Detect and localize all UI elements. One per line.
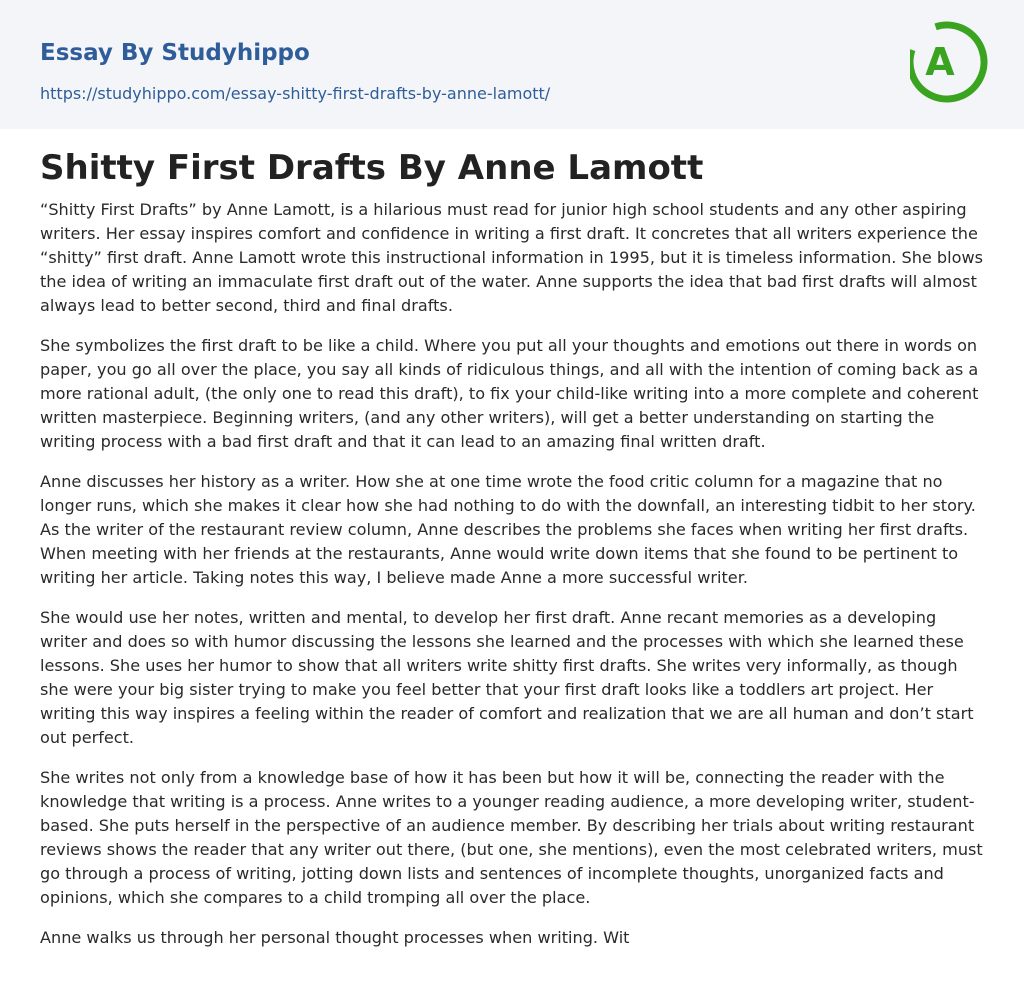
article-content — [40, 144, 986, 966]
article-paragraph-2: She symbolizes the first draft to be like a child. Where you put all your thoughts and emotions out there in words on paper, you go all over the place, you say all kinds of ridiculous things, and all with the intention of coming back as a more rational adult, (the only one to read this draft), to fix your child-like writing into a more complete and coherent written masterpiece. Beginning writers, (and any other writers), will get a better understanding on starting the writing process with a bad first draft and that it can lead to an amazing final written draft. — [40, 336, 979, 451]
site-header — [0, 0, 1024, 129]
article-paragraph-3: Anne discusses her history as a writer. How she at one time wrote the food critic column for a magazine that no longer runs, which she makes it clear how she had nothing to do with the downfall, an interesting tidbit to her story. As the writer of the restaurant review column, Anne describes the problems she faces when writing her first drafts. When meeting with her friends at the restaurants, Anne would write down items that she found to be pertinent to writing her article. Taking notes this way, I believe made Anne a more successful writer. — [40, 472, 976, 587]
article-paragraph-4: She would use her notes, written and mental, to develop her first draft. Anne recant memories as a developing writer and does so with humor discussing the lessons she learned and the processes with which she learned these lessons. She uses her humor to show that all writers write shitty first drafts. She writes very informally, as though she were your big sister trying to make you feel better that your first draft looks like a toddlers art project. Her writing this way inspires a feeling within the reader of comfort and realization that we are all human and don’t start out perfect. — [40, 608, 974, 747]
article-paragraph-1: “Shitty First Drafts” by Anne Lamott, is a hilarious must read for junior high school students and any other aspiring writers. Her essay inspires comfort and confidence in writing a first draft. It concretes that all writers experience the “shitty” first draft. Anne Lamott wrote this instructional information in 1995, but it is timeless information. She blows the idea of writing an immaculate first draft out of the water. Anne supports the idea that bad first drafts will almost always lead to better second, third and final drafts. — [40, 200, 984, 315]
logo-letter: A — [925, 40, 955, 84]
essay-url-link[interactable]: https://studyhippo.com/essay-shitty-first-drafts-by-anne-lamott/ — [40, 84, 551, 103]
studyhippo-logo-icon[interactable] — [910, 18, 988, 106]
article-paragraph-6: Anne walks us through her personal thought processes when writing. Wit — [40, 928, 630, 947]
article-title: Shitty First Drafts By Anne Lamott — [40, 148, 704, 188]
article-paragraph-5: She writes not only from a knowledge base of how it has been but how it will be, connecting the reader with the knowledge that writing is a process. Anne writes to a younger reading audience, a more developing writer, student-based. She puts herself in the perspective of an audience member. By describing her trials about writing restaurant reviews shows the reader that any writer out there, (but one, she mentions), even the most celebrated writers, must go through a process of writing, jotting down lists and sentences of incomplete thoughts, unorganized facts and opinions, which she compares to a child tromping all over the place. — [40, 768, 983, 907]
site-brand[interactable]: Essay By Studyhippo — [40, 40, 310, 66]
